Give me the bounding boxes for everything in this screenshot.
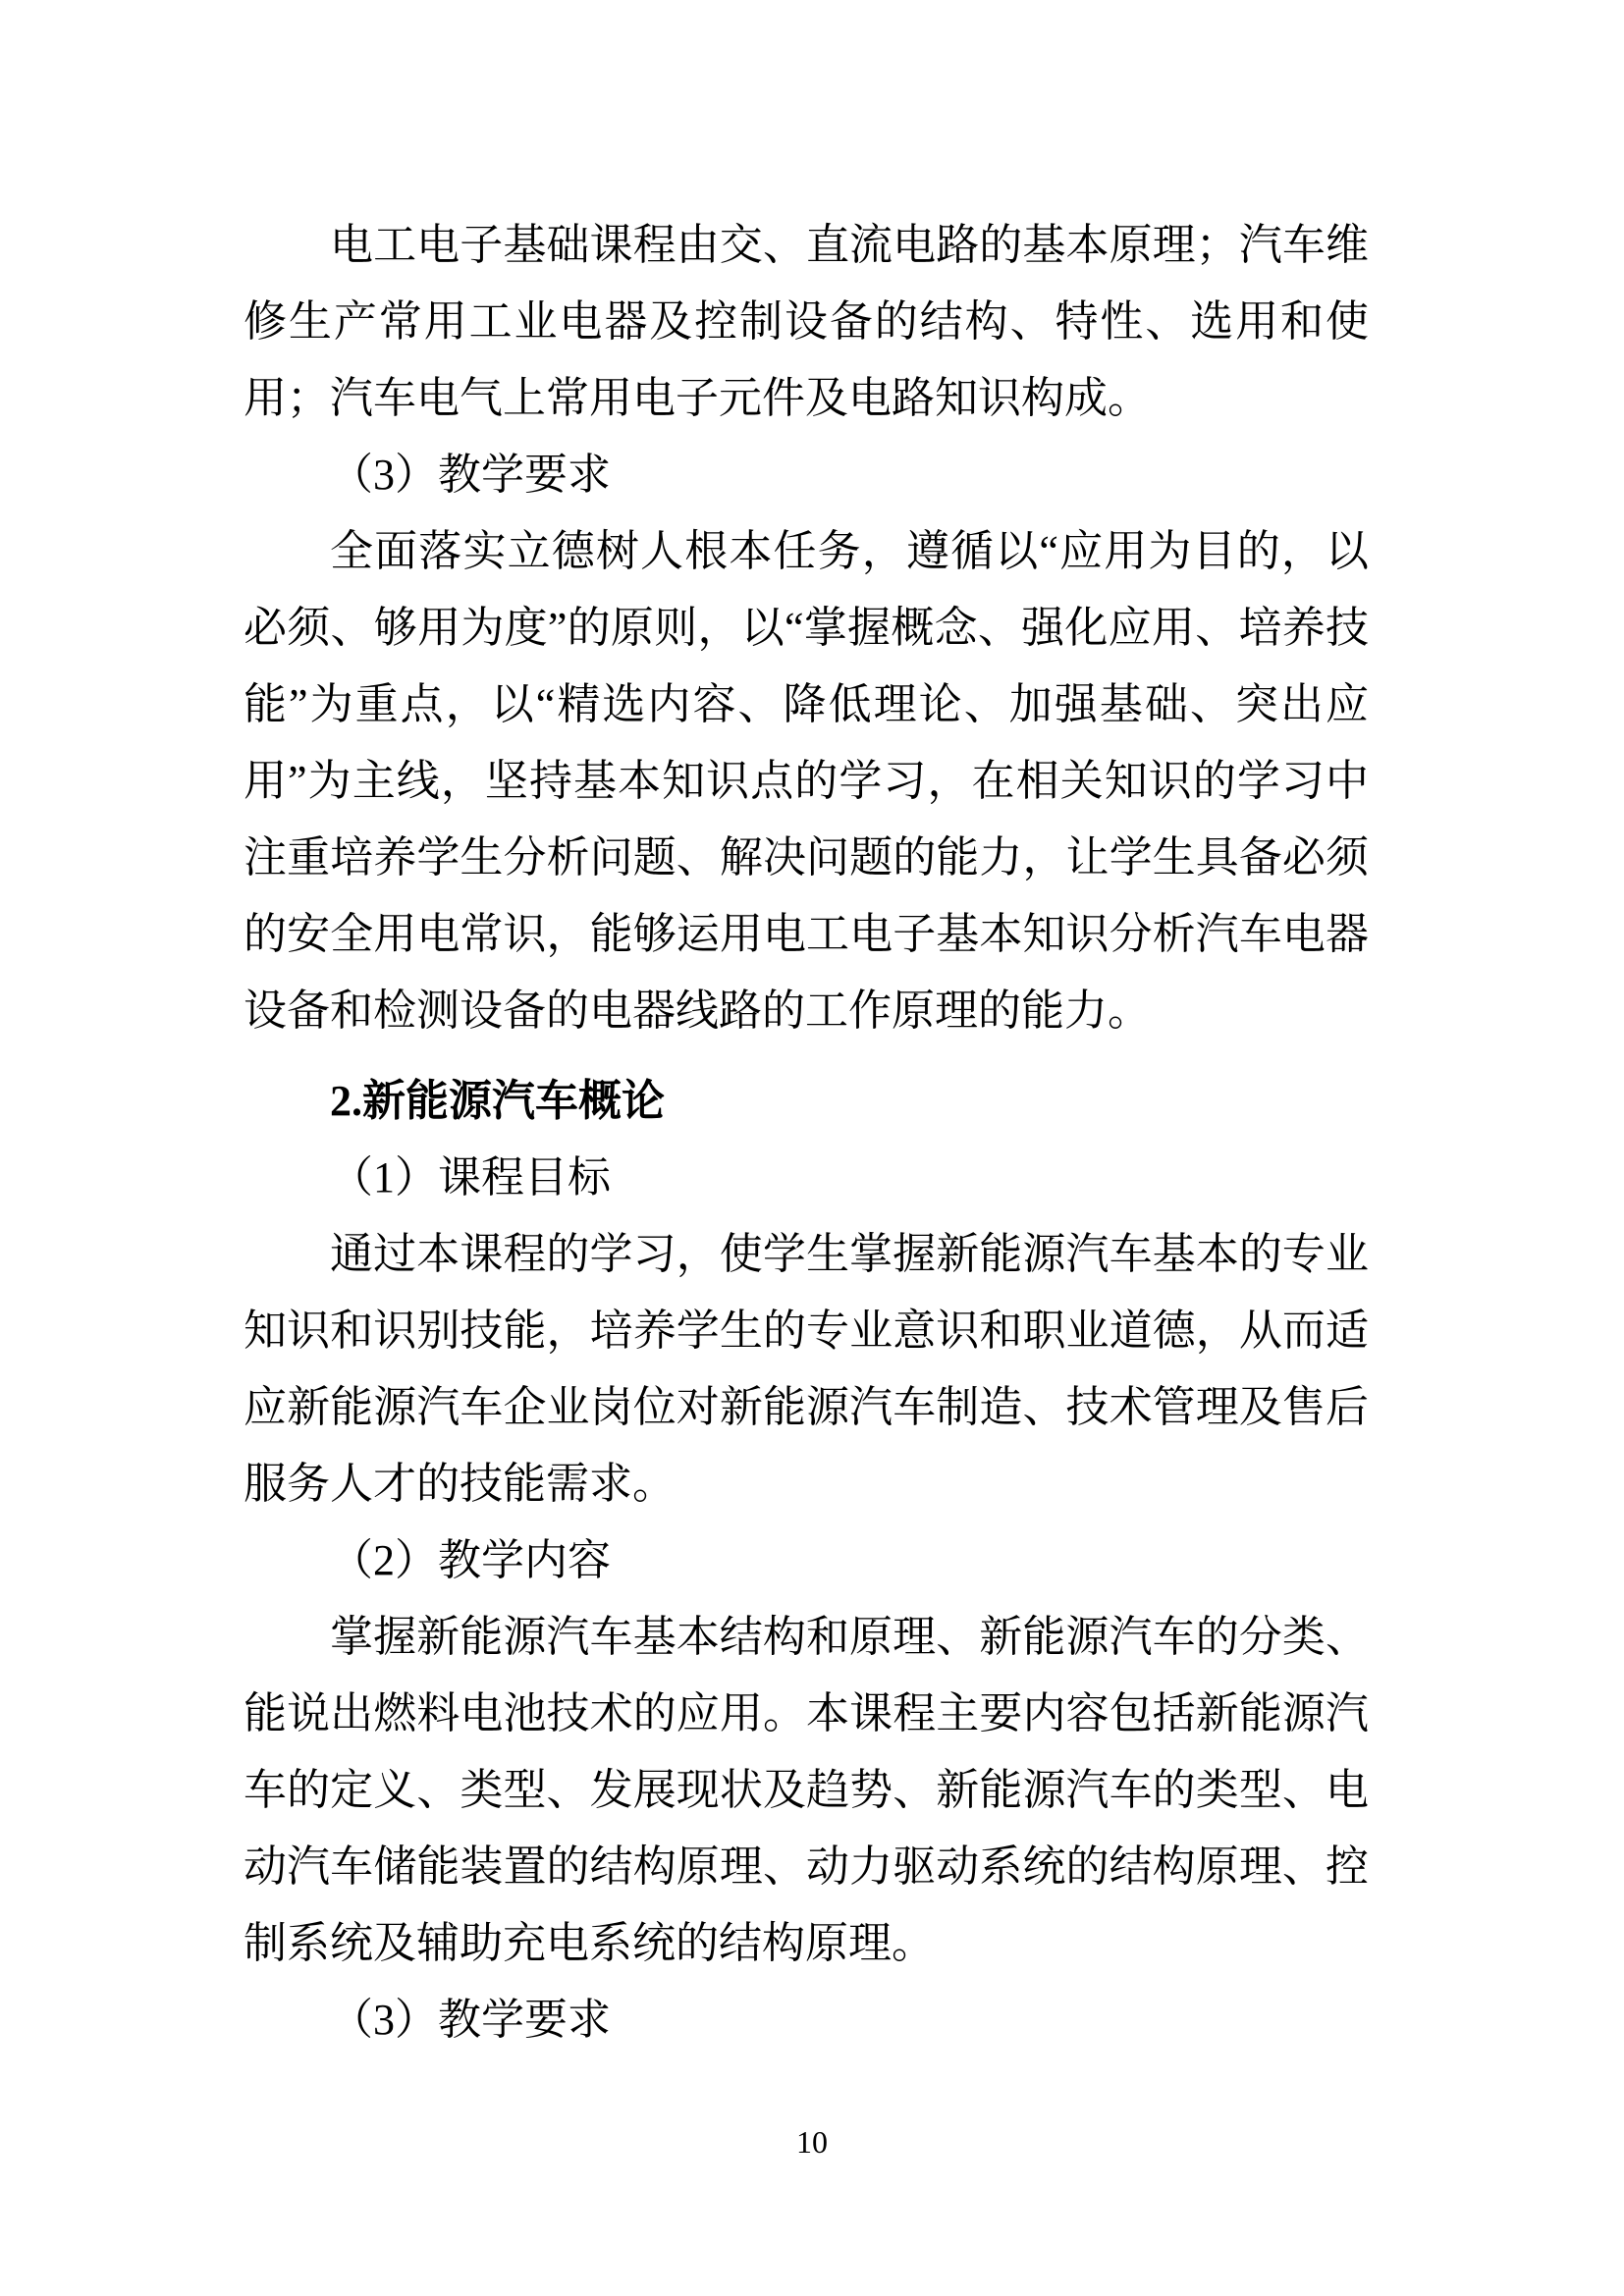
paragraph-course-goal-body: 通过本课程的学习，使学生掌握新能源汽车基本的专业知识和识别技能，培养学生的专业意识和职业道德，从而适应新能源汽车企业岗位对新能源汽车制造、技术管理及售后服务人才的技能需求。 [244, 1230, 1369, 1508]
page-number: 10 [796, 2124, 828, 2160]
paragraph-teaching-requirement-body: 全面落实立德树人根本任务，遵循以“应用为目的，以必须、够用为度”的原则，以“掌握概念、强化应用、培养技能”为重点，以“精选内容、降低理论、加强基础、突出应用”为主线，坚持基本知识点的学习，在相关知识的学习中注重培养学生分析问题、解决问题的能力，让学生具备必须的安全用电常识，能够运用电工电子基本知识分析汽车电器设备和检测设备的电器线路的工作原理的能力。 [244, 527, 1369, 1035]
paragraph-course-goal-label: （1）课程目标 [330, 1153, 611, 1201]
paragraph-teaching-content-body: 掌握新能源汽车基本结构和原理、新能源汽车的分类、能说出燃料电池技术的应用。本课程主要内容包括新能源汽车的定义、类型、发展现状及趋势、新能源汽车的类型、电动汽车储能装置的结构原理、动力驱动系统的结构原理、控制系统及辅助充电系统的结构原理。 [244, 1613, 1369, 1967]
paragraph-intro-content: 电工电子基础课程由交、直流电路的基本原理；汽车维修生产常用工业电器及控制设备的结构、特性、选用和使用；汽车电气上常用电子元件及电路知识构成。 [244, 221, 1369, 422]
paragraph-teaching-requirement-label: （3）教学要求 [330, 451, 611, 499]
paragraph-teaching-requirement-label-2: （3）教学要求 [330, 1996, 611, 2044]
paragraph-teaching-content-label: （2）教学内容 [330, 1536, 611, 1584]
document-body [244, 207, 1369, 2058]
section-heading-new-energy-vehicles: 2.新能源汽车概论 [330, 1077, 665, 1125]
